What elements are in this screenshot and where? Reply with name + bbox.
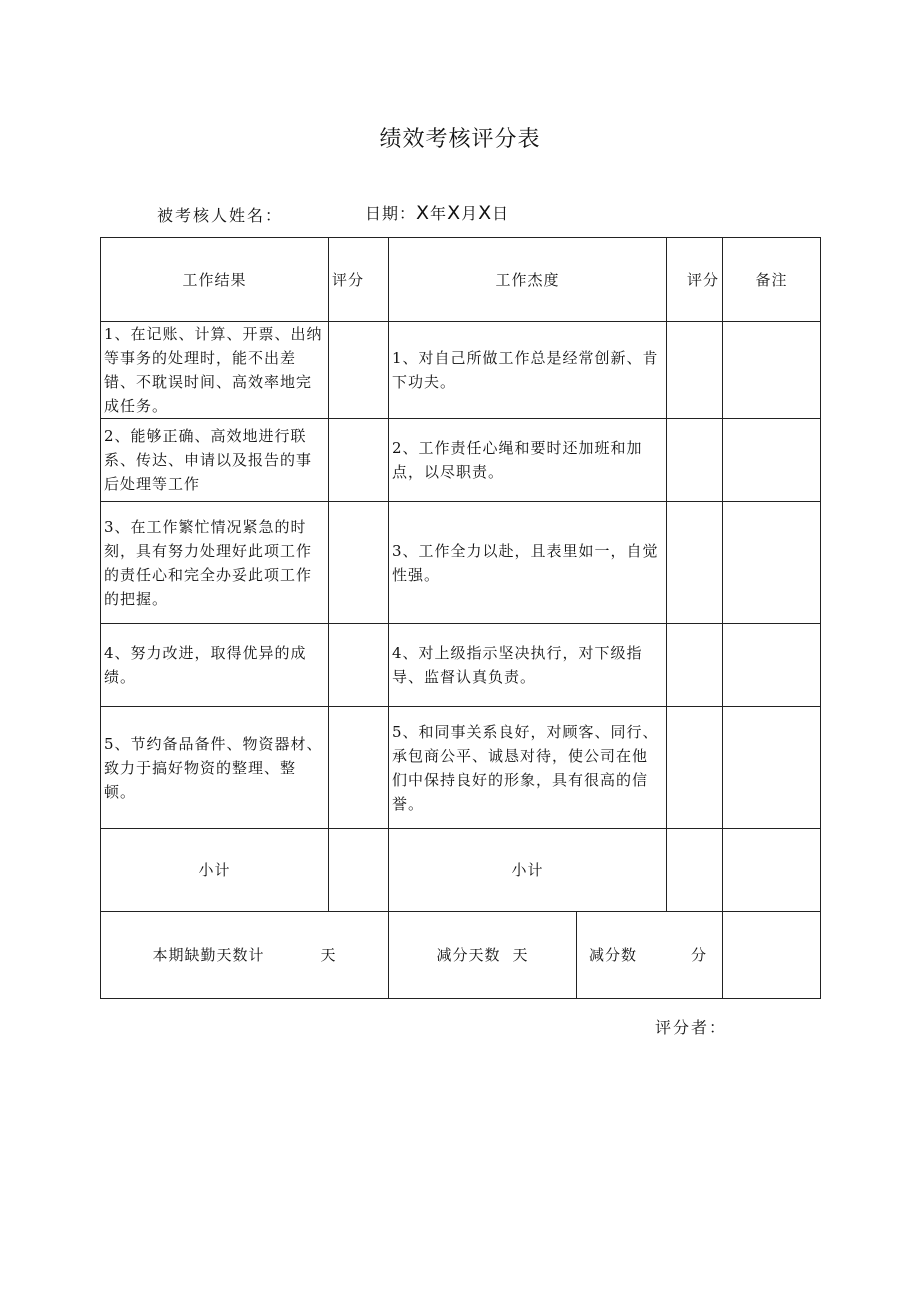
header-score-attitude: 评分: [667, 238, 723, 322]
deduct-points-label: 减分数: [589, 946, 638, 964]
work-result-cell: 5、节约备品备件、物资器材、致力于搞好物资的整理、整顿。: [101, 707, 329, 829]
date-prefix: 日期：: [365, 204, 417, 223]
absence-cell: [101, 912, 389, 999]
deduct-points-unit: 分: [691, 946, 708, 964]
table-header-row: [101, 238, 821, 322]
date-day-label: 日: [492, 204, 510, 223]
remark-cell[interactable]: [723, 624, 821, 707]
score-result-cell[interactable]: [329, 707, 389, 829]
score-attitude-cell[interactable]: [667, 322, 723, 419]
score-attitude-cell[interactable]: [667, 624, 723, 707]
subtotal-right-score[interactable]: [667, 829, 723, 912]
date-year-mark: X: [416, 202, 431, 224]
work-attitude-cell: 5、和同事关系良好，对顾客、同行、承包商公平、诚恳对待，使公司在他们中保持良好的形象，具有很高的信誉。: [389, 707, 667, 829]
absence-unit: 天: [320, 946, 337, 964]
absence-label: 本期缺勤天数计: [152, 946, 265, 964]
score-result-cell[interactable]: [329, 624, 389, 707]
work-attitude-cell: 4、对上级指示坚决执行，对下级指导、监督认真负责。: [389, 624, 667, 707]
header-remark: 备注: [723, 238, 821, 322]
work-result-cell: 2、能够正确、高效地进行联系、传达、申请以及报告的事后处理等工作: [101, 419, 329, 502]
date-line: [365, 201, 509, 224]
remark-cell[interactable]: [723, 707, 821, 829]
subtotal-right-label: 小计: [389, 829, 667, 912]
subtotal-left-label: 小计: [101, 829, 329, 912]
remark-cell[interactable]: [723, 502, 821, 624]
work-result-cell: 3、在工作繁忙情况紧急的时刻，具有努力处理好此项工作的责任心和完全办妥此项工作的把握。: [101, 502, 329, 624]
remark-cell[interactable]: [723, 322, 821, 419]
work-attitude-cell: 1、对自己所做工作总是经常创新、肯下功夫。: [389, 322, 667, 419]
score-attitude-cell[interactable]: [667, 707, 723, 829]
score-attitude-cell[interactable]: [667, 419, 723, 502]
date-year-label: 年: [430, 204, 448, 223]
date-day-mark: X: [478, 202, 493, 224]
subtotal-left-score[interactable]: [329, 829, 389, 912]
deduct-days-cell: [389, 912, 577, 999]
date-month-label: 月: [461, 204, 479, 223]
remark-cell[interactable]: [723, 419, 821, 502]
table-row: [101, 419, 821, 502]
work-result-cell: 1、在记账、计算、开票、出纳等事务的处理时，能不出差错、不耽误时间、高效率地完成任务。: [101, 322, 329, 419]
page-title: 绩效考核评分表: [379, 127, 541, 152]
subtotal-remark[interactable]: [723, 829, 821, 912]
table-row: [101, 707, 821, 829]
deduct-days-unit: 天: [512, 946, 529, 964]
score-attitude-cell[interactable]: [667, 502, 723, 624]
header-work-attitude: 工作杰度: [389, 238, 667, 322]
header-work-result: 工作结果: [101, 238, 329, 322]
deduct-days-label: 减分天数: [436, 946, 501, 964]
header-score-result: 评分: [329, 238, 389, 322]
table-row: [101, 502, 821, 624]
absence-row: [101, 912, 821, 999]
score-result-cell[interactable]: [329, 322, 389, 419]
deduct-remark-cell[interactable]: [723, 912, 821, 999]
table-row: [101, 624, 821, 707]
evaluation-table: [100, 237, 821, 999]
score-result-cell[interactable]: [329, 502, 389, 624]
table-row: [101, 322, 821, 419]
deduct-points-cell: [577, 912, 723, 999]
scorer-label: 评分者：: [655, 1018, 728, 1037]
work-attitude-cell: 2、工作责任心绳和要时还加班和加点，以尽职责。: [389, 419, 667, 502]
work-attitude-cell: 3、工作全力以赴，且表里如一，自觉性强。: [389, 502, 667, 624]
subtotal-row: [101, 829, 821, 912]
examinee-name-label: 被考核人姓名：: [157, 206, 284, 225]
work-result-cell: 4、努力改进，取得优异的成绩。: [101, 624, 329, 707]
date-month-mark: X: [447, 202, 462, 224]
score-result-cell[interactable]: [329, 419, 389, 502]
